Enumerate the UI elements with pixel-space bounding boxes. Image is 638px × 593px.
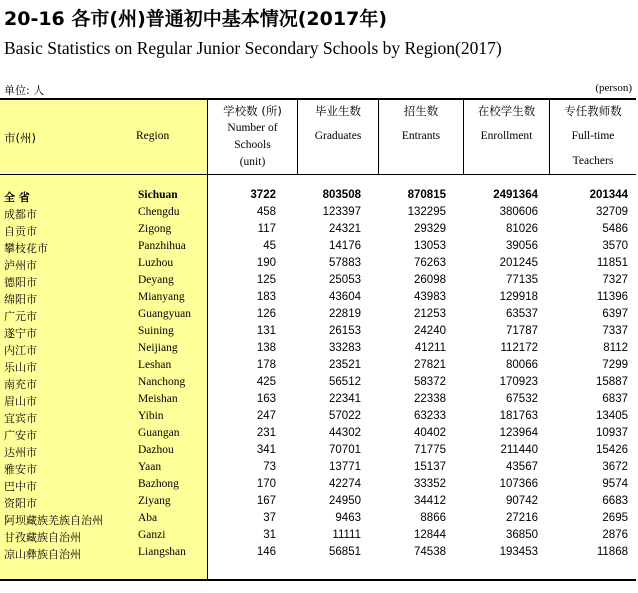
schools-value: 190 (256, 257, 276, 269)
table-row (0, 409, 636, 426)
region-name-english: Luzhou (138, 257, 174, 269)
graduates-value: 14176 (329, 240, 361, 252)
teachers-value: 32709 (596, 206, 628, 218)
schools-value: 131 (256, 325, 276, 337)
graduates-value: 44302 (329, 427, 361, 439)
header-region-chinese: 市(州) (4, 131, 36, 145)
table-row (0, 290, 636, 307)
region-name-english: Deyang (138, 274, 174, 286)
enrollment-value: 80066 (506, 359, 538, 371)
entrants-value: 22338 (414, 393, 446, 405)
entrants-value: 132295 (407, 206, 446, 218)
graduates-value: 11111 (332, 529, 361, 541)
region-name-english: Zigong (138, 223, 172, 235)
schools-value: 37 (263, 512, 276, 524)
header-enrollment-chinese: 在校学生数 (477, 104, 536, 118)
enrollment-value: 123964 (499, 427, 538, 439)
graduates-value: 70701 (329, 444, 361, 456)
graduates-value: 22819 (329, 308, 361, 320)
region-name-chinese: 雅安市 (4, 463, 37, 476)
enrollment-value: 39056 (506, 240, 538, 252)
table-row (0, 273, 636, 290)
enrollment-value: 170923 (499, 376, 538, 388)
table-row (0, 511, 636, 528)
table-row (0, 426, 636, 443)
enrollment-value: 211440 (500, 444, 538, 456)
teachers-value: 11396 (596, 291, 628, 303)
schools-value: 458 (256, 206, 276, 218)
region-name-english: Guangyuan (138, 308, 192, 320)
region-name-english: Bazhong (138, 478, 179, 490)
teachers-value: 9574 (602, 478, 628, 490)
table-row (0, 375, 636, 392)
enrollment-value: 2491364 (493, 189, 538, 201)
schools-value: 425 (256, 376, 276, 388)
teachers-value: 6837 (602, 393, 628, 405)
header-entrants-chinese: 招生数 (403, 104, 439, 118)
region-name-chinese: 阿坝藏族羌族自治州 (4, 514, 103, 527)
table-row (0, 443, 636, 460)
table-row (0, 392, 636, 409)
region-name-english: Sichuan (138, 189, 178, 201)
graduates-value: 9463 (335, 512, 361, 524)
region-name-chinese: 广安市 (4, 429, 37, 442)
region-name-chinese: 甘孜藏族自治州 (4, 531, 81, 544)
graduates-value: 57883 (329, 257, 361, 269)
schools-value: 341 (256, 444, 276, 456)
schools-value: 163 (256, 393, 276, 405)
region-name-english: Chengdu (138, 206, 180, 218)
region-name-english: Yaan (138, 461, 162, 473)
schools-value: 146 (256, 546, 276, 558)
entrants-value: 870815 (407, 189, 446, 201)
entrants-value: 15137 (414, 461, 446, 473)
graduates-value: 26153 (329, 325, 361, 337)
header-enrollment-english: Enrollment (480, 130, 533, 142)
enrollment-value: 43567 (506, 461, 538, 473)
table-row (0, 222, 636, 239)
region-name-english: Panzhihua (138, 240, 186, 252)
region-name-english: Nanchong (138, 376, 186, 388)
enrollment-value: 81026 (506, 223, 538, 235)
schools-value: 178 (256, 359, 276, 371)
teachers-value: 201344 (589, 189, 628, 201)
region-name-english: Aba (138, 512, 158, 524)
teachers-value: 11851 (596, 257, 628, 269)
region-name-english: Mianyang (138, 291, 185, 303)
entrants-value: 76263 (414, 257, 446, 269)
entrants-value: 63233 (414, 410, 446, 422)
entrants-value: 26098 (414, 274, 446, 286)
schools-value: 183 (256, 291, 276, 303)
teachers-value: 6397 (602, 308, 628, 320)
schools-value: 3722 (250, 189, 276, 201)
region-name-english: Liangshan (138, 546, 186, 558)
enrollment-value: 77135 (506, 274, 538, 286)
table-row (0, 307, 636, 324)
region-name-chinese: 内江市 (4, 344, 37, 357)
table-row (0, 256, 636, 273)
header-region-english: Region (136, 130, 170, 142)
graduates-value: 56851 (329, 546, 361, 558)
graduates-value: 13771 (329, 461, 361, 473)
graduates-value: 25053 (329, 274, 361, 286)
graduates-value: 43604 (329, 291, 361, 303)
enrollment-value: 63537 (506, 308, 538, 320)
teachers-value: 7299 (602, 359, 628, 371)
teachers-value: 7327 (602, 274, 628, 286)
region-name-chinese: 成都市 (4, 208, 37, 221)
enrollment-value: 107366 (499, 478, 538, 490)
header-graduates-chinese: 毕业生数 (315, 104, 361, 118)
schools-value: 125 (256, 274, 276, 286)
schools-value: 231 (256, 427, 276, 439)
entrants-value: 27821 (414, 359, 446, 371)
unit-label-english: (person) (595, 82, 632, 94)
entrants-value: 24240 (414, 325, 446, 337)
region-name-chinese: 南充市 (4, 378, 37, 391)
enrollment-value: 27216 (506, 512, 538, 524)
table-row (0, 528, 636, 545)
schools-value: 126 (256, 308, 276, 320)
entrants-value: 13053 (414, 240, 446, 252)
header-teachers-english-1: Full-time (571, 130, 615, 142)
entrants-value: 21253 (414, 308, 446, 320)
teachers-value: 15426 (596, 444, 628, 456)
enrollment-value: 90742 (506, 495, 538, 507)
header-graduates-english: Graduates (314, 130, 362, 142)
teachers-value: 2695 (602, 512, 628, 524)
region-name-chinese: 达州市 (4, 446, 37, 459)
schools-value: 170 (256, 478, 276, 490)
table-row (0, 358, 636, 375)
region-name-chinese: 自贡市 (4, 225, 37, 238)
enrollment-value: 201245 (499, 257, 538, 269)
entrants-value: 40402 (414, 427, 446, 439)
teachers-value: 2876 (602, 529, 628, 541)
teachers-value: 8112 (603, 342, 628, 354)
region-name-chinese: 乐山市 (4, 361, 37, 374)
entrants-value: 8866 (420, 512, 446, 524)
teachers-value: 7337 (602, 325, 628, 337)
graduates-value: 123397 (322, 206, 361, 218)
teachers-value: 3672 (602, 461, 628, 473)
enrollment-value: 181763 (499, 410, 538, 422)
region-name-english: Suining (138, 325, 174, 337)
region-name-chinese: 资阳市 (4, 497, 37, 510)
region-name-chinese: 攀枝花市 (4, 242, 48, 255)
enrollment-value: 112172 (500, 342, 538, 354)
entrants-value: 71775 (414, 444, 446, 456)
graduates-value: 24950 (329, 495, 361, 507)
teachers-value: 13405 (596, 410, 628, 422)
graduates-value: 57022 (329, 410, 361, 422)
header-teachers-english-2: Teachers (572, 155, 614, 167)
unit-label-chinese: 单位: 人 (4, 84, 45, 97)
teachers-value: 3570 (602, 240, 628, 252)
entrants-value: 43983 (414, 291, 446, 303)
region-name-chinese: 遂宁市 (4, 327, 37, 340)
graduates-value: 56512 (329, 376, 361, 388)
enrollment-value: 129918 (499, 291, 538, 303)
region-name-english: Yibin (138, 410, 164, 422)
enrollment-value: 193453 (499, 546, 538, 558)
teachers-value: 6683 (602, 495, 628, 507)
teachers-value: 5486 (602, 223, 628, 235)
schools-value: 73 (263, 461, 276, 473)
teachers-value: 15887 (596, 376, 628, 388)
graduates-value: 33283 (329, 342, 361, 354)
region-name-chinese: 广元市 (4, 310, 37, 323)
region-name-chinese: 绵阳市 (4, 293, 37, 306)
statistics-table (0, 98, 636, 581)
region-name-english: Ziyang (138, 495, 171, 507)
schools-value: 247 (256, 410, 276, 422)
graduates-value: 42274 (329, 478, 361, 490)
header-schools-english-1: Number of (227, 122, 278, 134)
region-name-english: Ganzi (138, 529, 166, 541)
table-row (0, 477, 636, 494)
region-name-chinese: 德阳市 (4, 276, 37, 289)
region-name-english: Neijiang (138, 342, 178, 354)
region-name-english: Guangan (138, 427, 180, 439)
region-name-english: Meishan (138, 393, 178, 405)
enrollment-value: 67532 (506, 393, 538, 405)
header-teachers-chinese: 专任教师数 (564, 104, 622, 118)
region-name-chinese: 全 省 (4, 191, 30, 204)
table-row (0, 545, 636, 562)
region-name-english: Dazhou (138, 444, 174, 456)
region-name-chinese: 巴中市 (4, 480, 37, 493)
table-row (0, 460, 636, 477)
header-schools-english-2: Schools (234, 139, 271, 151)
table-row (0, 239, 636, 256)
schools-value: 117 (257, 223, 276, 235)
enrollment-value: 71787 (506, 325, 538, 337)
page-title-english: Basic Statistics on Regular Junior Secondary Schools by Region(2017) (4, 38, 502, 58)
graduates-value: 22341 (329, 393, 361, 405)
entrants-value: 29329 (414, 223, 446, 235)
entrants-value: 12844 (414, 529, 446, 541)
region-name-chinese: 宜宾市 (4, 412, 37, 425)
entrants-value: 58372 (414, 376, 446, 388)
region-name-chinese: 眉山市 (4, 395, 37, 408)
table-row-total (0, 188, 636, 205)
table-row (0, 205, 636, 222)
header-entrants-english: Entrants (401, 130, 441, 142)
region-name-chinese: 泸州市 (4, 259, 37, 272)
schools-value: 138 (256, 342, 276, 354)
schools-value: 45 (263, 240, 276, 252)
page-title-chinese: 20-16 各市(州)普通初中基本情况(2017年) (4, 8, 387, 30)
header-bottom-rule (0, 174, 636, 175)
enrollment-value: 36850 (506, 529, 538, 541)
region-name-english: Leshan (138, 359, 172, 371)
graduates-value: 23521 (329, 359, 361, 371)
teachers-value: 11868 (596, 546, 628, 558)
schools-value: 31 (263, 529, 276, 541)
graduates-value: 803508 (322, 189, 361, 201)
entrants-value: 34412 (414, 495, 446, 507)
header-schools-chinese: 学校数 (所) (223, 104, 282, 118)
table-row (0, 324, 636, 341)
teachers-value: 10937 (596, 427, 628, 439)
table-row (0, 494, 636, 511)
entrants-value: 41211 (414, 342, 446, 354)
header-schools-english-3: (unit) (239, 156, 266, 168)
entrants-value: 33352 (414, 478, 446, 490)
table-row (0, 341, 636, 358)
region-name-chinese: 凉山彝族自治州 (4, 548, 81, 561)
schools-value: 167 (256, 495, 276, 507)
entrants-value: 74538 (414, 546, 446, 558)
enrollment-value: 380606 (499, 206, 538, 218)
graduates-value: 24321 (329, 223, 361, 235)
